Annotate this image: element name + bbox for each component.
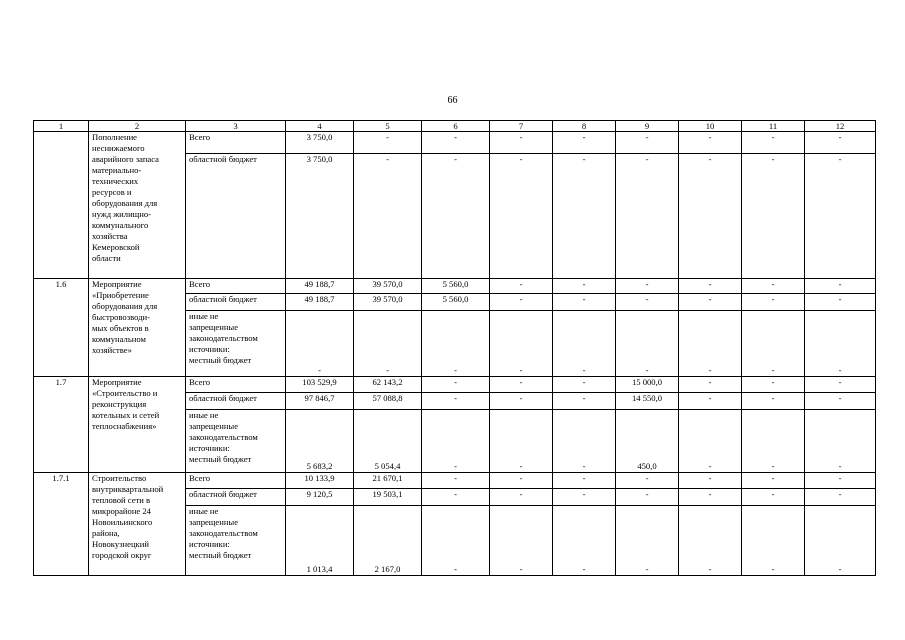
value-cell: -: [616, 473, 679, 489]
value-cell: -: [805, 410, 876, 473]
funding-source: Всего: [186, 377, 286, 393]
value-cell: -: [679, 154, 742, 279]
value-cell: -: [422, 506, 490, 576]
value-cell: -: [422, 132, 490, 154]
value-cell: -: [616, 489, 679, 506]
column-header: 9: [616, 121, 679, 132]
value-cell: -: [616, 294, 679, 311]
value-cell: -: [805, 393, 876, 410]
column-header: 11: [742, 121, 805, 132]
value-cell: -: [742, 506, 805, 576]
funding-source: областной бюджет: [186, 489, 286, 506]
value-cell: -: [553, 489, 616, 506]
value-cell: -: [490, 132, 553, 154]
value-cell: -: [422, 410, 490, 473]
item-number: 1.6: [34, 279, 89, 377]
value-cell: 97 846,7: [286, 393, 354, 410]
value-cell: 57 088,8: [354, 393, 422, 410]
item-name: Мероприятие «Строительство и реконструкция котельных и сетей теплоснабжения»: [89, 377, 186, 473]
value-cell: -: [490, 393, 553, 410]
value-cell: -: [805, 377, 876, 393]
value-cell: -: [490, 294, 553, 311]
item-number: 1.7: [34, 377, 89, 473]
value-cell: -: [490, 489, 553, 506]
item-name: Пополнение неснижаемого аварийного запаса материально- технических ресурсов и оборудования для нужд жилищно- коммунального хозяйства Кемеровской области: [89, 132, 186, 279]
value-cell: -: [354, 311, 422, 377]
value-cell: -: [422, 473, 490, 489]
value-cell: 39 570,0: [354, 294, 422, 311]
value-cell: 5 560,0: [422, 279, 490, 294]
value-cell: 39 570,0: [354, 279, 422, 294]
value-cell: -: [679, 393, 742, 410]
value-cell: -: [679, 506, 742, 576]
value-cell: -: [805, 294, 876, 311]
value-cell: -: [679, 377, 742, 393]
value-cell: -: [553, 410, 616, 473]
value-cell: 3 750,0: [286, 154, 354, 279]
value-cell: -: [742, 410, 805, 473]
value-cell: 5 560,0: [422, 294, 490, 311]
value-cell: -: [422, 489, 490, 506]
column-header: 12: [805, 121, 876, 132]
column-header: 5: [354, 121, 422, 132]
value-cell: -: [616, 154, 679, 279]
value-cell: -: [616, 506, 679, 576]
value-cell: -: [286, 311, 354, 377]
value-cell: -: [422, 311, 490, 377]
value-cell: -: [805, 473, 876, 489]
value-cell: -: [805, 154, 876, 279]
value-cell: -: [679, 132, 742, 154]
funding-source: областной бюджет: [186, 154, 286, 279]
value-cell: 103 529,9: [286, 377, 354, 393]
column-header: 3: [186, 121, 286, 132]
value-cell: -: [553, 154, 616, 279]
value-cell: -: [553, 473, 616, 489]
value-cell: -: [553, 377, 616, 393]
value-cell: -: [805, 506, 876, 576]
funding-source: Всего: [186, 279, 286, 294]
value-cell: -: [679, 279, 742, 294]
table-row: [34, 377, 876, 393]
column-header: 10: [679, 121, 742, 132]
value-cell: 62 143,2: [354, 377, 422, 393]
column-header: 2: [89, 121, 186, 132]
value-cell: -: [742, 489, 805, 506]
item-name: Строительство внутриквартальной тепловой сети в микрорайоне 24 Новоильинского района, Новокузнецкий городской округ: [89, 473, 186, 576]
column-header: 4: [286, 121, 354, 132]
value-cell: -: [742, 377, 805, 393]
value-cell: 9 120,5: [286, 489, 354, 506]
funding-source: Всего: [186, 473, 286, 489]
value-cell: -: [805, 311, 876, 377]
value-cell: 5 054,4: [354, 410, 422, 473]
funding-source: иные не запрещенные законодательством источники: местный бюджет: [186, 311, 286, 377]
funding-source: Всего: [186, 132, 286, 154]
funding-source: областной бюджет: [186, 294, 286, 311]
value-cell: 3 750,0: [286, 132, 354, 154]
value-cell: 14 550,0: [616, 393, 679, 410]
value-cell: 49 188,7: [286, 279, 354, 294]
value-cell: -: [679, 410, 742, 473]
value-cell: 450,0: [616, 410, 679, 473]
value-cell: -: [742, 311, 805, 377]
column-header: 1: [34, 121, 89, 132]
value-cell: -: [742, 393, 805, 410]
table-row: [34, 279, 876, 294]
value-cell: -: [679, 473, 742, 489]
value-cell: -: [553, 311, 616, 377]
value-cell: -: [490, 410, 553, 473]
value-cell: -: [490, 506, 553, 576]
item-number: 1.7.1: [34, 473, 89, 576]
value-cell: -: [616, 311, 679, 377]
funding-source: иные не запрещенные законодательством источники: местный бюджет: [186, 506, 286, 576]
budget-table: [33, 120, 876, 576]
value-cell: 15 000,0: [616, 377, 679, 393]
value-cell: -: [679, 489, 742, 506]
item-name: Мероприятие «Приобретение оборудования для быстровозводи- мых объектов в коммунальном хозяйстве»: [89, 279, 186, 377]
value-cell: -: [422, 393, 490, 410]
value-cell: -: [805, 489, 876, 506]
value-cell: -: [616, 279, 679, 294]
column-header: 8: [553, 121, 616, 132]
value-cell: 10 133,9: [286, 473, 354, 489]
value-cell: 49 188,7: [286, 294, 354, 311]
value-cell: -: [742, 132, 805, 154]
value-cell: -: [805, 132, 876, 154]
value-cell: -: [805, 279, 876, 294]
value-cell: -: [553, 279, 616, 294]
value-cell: -: [553, 294, 616, 311]
value-cell: 2 167,0: [354, 506, 422, 576]
value-cell: -: [490, 473, 553, 489]
item-number: [34, 132, 89, 279]
value-cell: -: [553, 506, 616, 576]
value-cell: -: [742, 279, 805, 294]
value-cell: -: [742, 473, 805, 489]
table-row: [34, 132, 876, 154]
funding-source: областной бюджет: [186, 393, 286, 410]
value-cell: -: [742, 294, 805, 311]
value-cell: -: [490, 377, 553, 393]
value-cell: -: [553, 132, 616, 154]
value-cell: 5 683,2: [286, 410, 354, 473]
value-cell: -: [490, 279, 553, 294]
value-cell: -: [354, 154, 422, 279]
value-cell: -: [679, 311, 742, 377]
value-cell: -: [679, 294, 742, 311]
value-cell: -: [490, 154, 553, 279]
table-header-row: [34, 121, 876, 132]
value-cell: -: [553, 393, 616, 410]
table-row: [34, 473, 876, 489]
value-cell: -: [422, 377, 490, 393]
column-header: 6: [422, 121, 490, 132]
funding-source: иные не запрещенные законодательством источники: местный бюджет: [186, 410, 286, 473]
value-cell: 19 503,1: [354, 489, 422, 506]
value-cell: -: [354, 132, 422, 154]
value-cell: 21 670,1: [354, 473, 422, 489]
value-cell: -: [490, 311, 553, 377]
value-cell: 1 013,4: [286, 506, 354, 576]
column-header: 7: [490, 121, 553, 132]
page-number: 66: [447, 95, 458, 106]
value-cell: -: [616, 132, 679, 154]
value-cell: -: [742, 154, 805, 279]
value-cell: -: [422, 154, 490, 279]
